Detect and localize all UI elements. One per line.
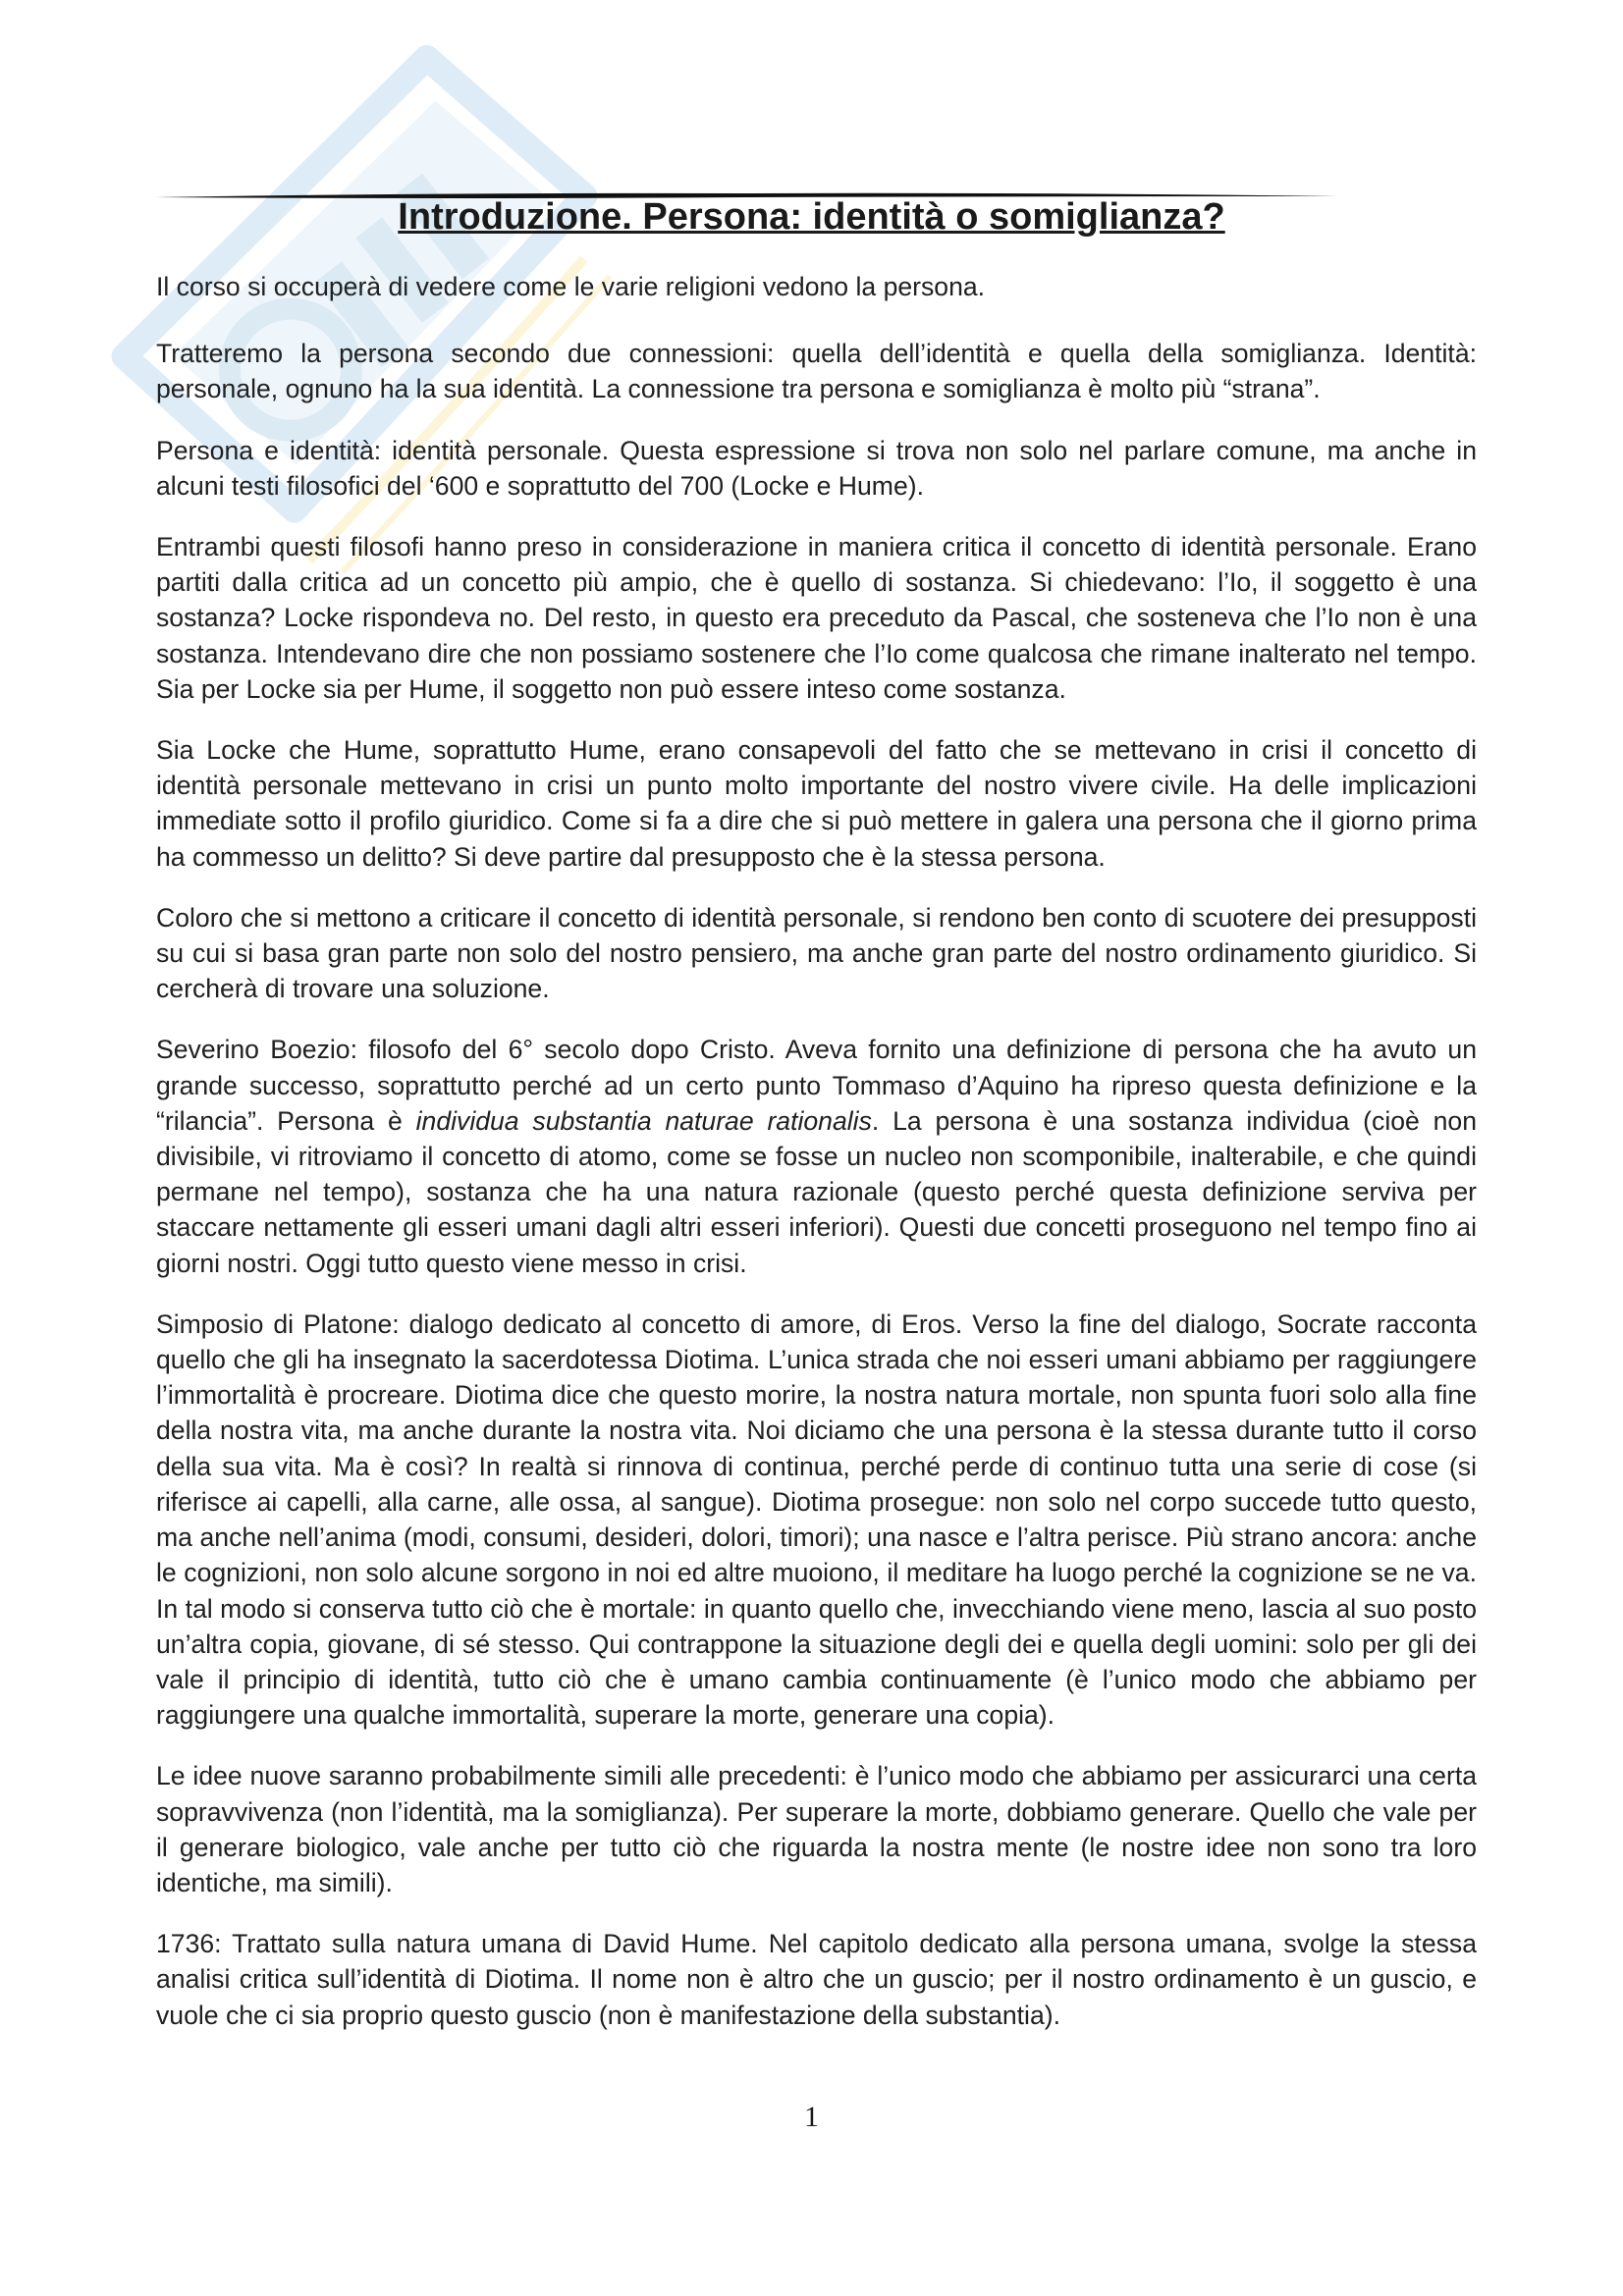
paragraph: Entrambi questi filosofi hanno preso in considerazione in maniera critica il concetto di identità personale. Erano partiti dalla critica ad un concetto più ampio, che è quello di sostanza. Si chiedevano: l’Io, il soggetto è una sostanza? Locke rispondeva no. Del resto, in questo era preceduto da Pascal, che sosteneva che l’Io non è una sostanza. Intendevano dire che non possiamo sostenere che l’Io come qualcosa che rimane inalterato nel tempo. Sia per Locke sia per Hume, il soggetto non può essere inteso come sostanza. [156,532,1477,704]
paragraph: Sia Locke che Hume, soprattutto Hume, erano consapevoli del fatto che se mettevano in crisi il concetto di identità personale mettevano in crisi un punto molto importante del nostro vivere civile. Ha delle implicazioni immediate sotto il profilo giuridico. Come si fa a dire che si può mettere in galera una persona che il giorno prima ha commesso un delitto? Si deve partire dal presupposto che è la stessa persona. [156,735,1477,872]
paragraph: Tratteremo la persona secondo due connessioni: quella dell’identità e quella della somiglianza. Identità: personale, ognuno ha la sua identità. La connessione tra persona e somiglianza è molto più “strana”. [156,339,1477,404]
page-title: Introduzione. Persona: identità o somiglianza? [398,196,1225,238]
paragraph: Le idee nuove saranno probabilmente simili alle precedenti: è l’unico modo che abbiamo per assicurarci una certa sopravvivenza (non l’identità, ma la somiglianza). Per superare la morte, dobbiamo generare. Quello che vale per il generare biologico, vale anche per tutto ciò che riguarda la nostra mente (le nostre idee non sono tra loro identiche, ma simili). [156,1761,1477,1897]
paragraph-text: . La persona è una sostanza individua (cioè non divisibile, vi ritroviamo il concetto di atomo, come se fosse un nucleo non scomponibile, inalterabile, e che quindi permane nel tempo), sostanza che ha una natura razionale (questo perché questa definizione serviva per staccare nettamente gli esseri umani dagli altri esseri inferiori). Questi due concetti proseguono nel tempo fino ai giorni nostri. Oggi tutto questo viene messo in crisi. [156,1105,1477,1278]
page-number: 1 [804,2101,819,2133]
paragraph: Coloro che si mettono a criticare il concetto di identità personale, si rendono ben conto di scuotere dei presupposti su cui si basa gran parte non solo del nostro pensiero, ma anche gran parte del nostro ordinamento giuridico. Si cercherà di trovare una soluzione. [156,902,1477,1004]
document-body [156,269,1477,2058]
paragraph: 1736: Trattato sulla natura umana di David Hume. Nel capitolo dedicato alla persona umana, svolge la stessa analisi critica sull’identità di Diotima. Il nome non è altro che un guscio; per il nostro ordinamento è un guscio, e vuole che ci sia proprio questo guscio (non è manifestazione della substantia). [156,1929,1477,2030]
paragraph: Persona e identità: identità personale. Questa espressione si trova non solo nel parlare comune, ma anche in alcuni testi filosofici del ‘600 e soprattutto del 700 (Locke e Hume). [156,435,1477,501]
latin-definition: individua substantia naturae rationalis [415,1105,872,1136]
paragraph: Simposio di Platone: dialogo dedicato al concetto di amore, di Eros. Verso la fine del dialogo, Socrate racconta quello che gli ha insegnato la sacerdotessa Diotima. L’unica strada che noi esseri umani abbiamo per raggiungere l’immortalità è procreare. Diotima dice che questo morire, la nostra natura mortale, non spunta fuori solo alla fine della nostra vita, ma anche durante la nostra vita. Noi diciamo che una persona è la stessa durante tutto il corso della sua vita. Ma è così? In realtà si rinnova di continua, perché perde di continuo tutta una serie di cose (si riferisce ai capelli, alla carne, alle ossa, al sangue). Diotima prosegue: non solo nel corpo succede tutto questo, ma anche nell’anima (modi, consumi, desideri, dolori, timori); una nasce e l’altra perisce. Più strano ancora: anche le cognizioni, non solo alcune sorgono in noi ed altre muoiono, il meditare ha luogo perché la cognizione se ne va. In tal modo si conserva tutto ciò che è mortale: in quanto quello che, invecchiando viene meno, lascia al suo posto un’altra copia, giovane, di sé stesso. Qui contrappone la situazione degli dei e quella degli uomini: solo per gli dei vale il principio di identità, tutto ciò che è umano cambia continuamente (è l’unico modo che abbiamo per raggiungere una qualche immortalità, superare la morte, generare una copia). [156,1308,1477,1731]
paragraph: Il corso si occuperà di vedere come le varie religioni vedono la persona. [156,272,986,301]
paragraph-text: Severino Boezio: filosofo del 6° secolo dopo Cristo. Aveva fornito una definizione di persona che ha avuto un grande successo, soprattutto perché ad un certo punto Tommaso d’Aquino ha ripreso questa definizione e la “rilancia”. Persona è [156,1035,1477,1136]
paragraph [156,1032,1477,1280]
